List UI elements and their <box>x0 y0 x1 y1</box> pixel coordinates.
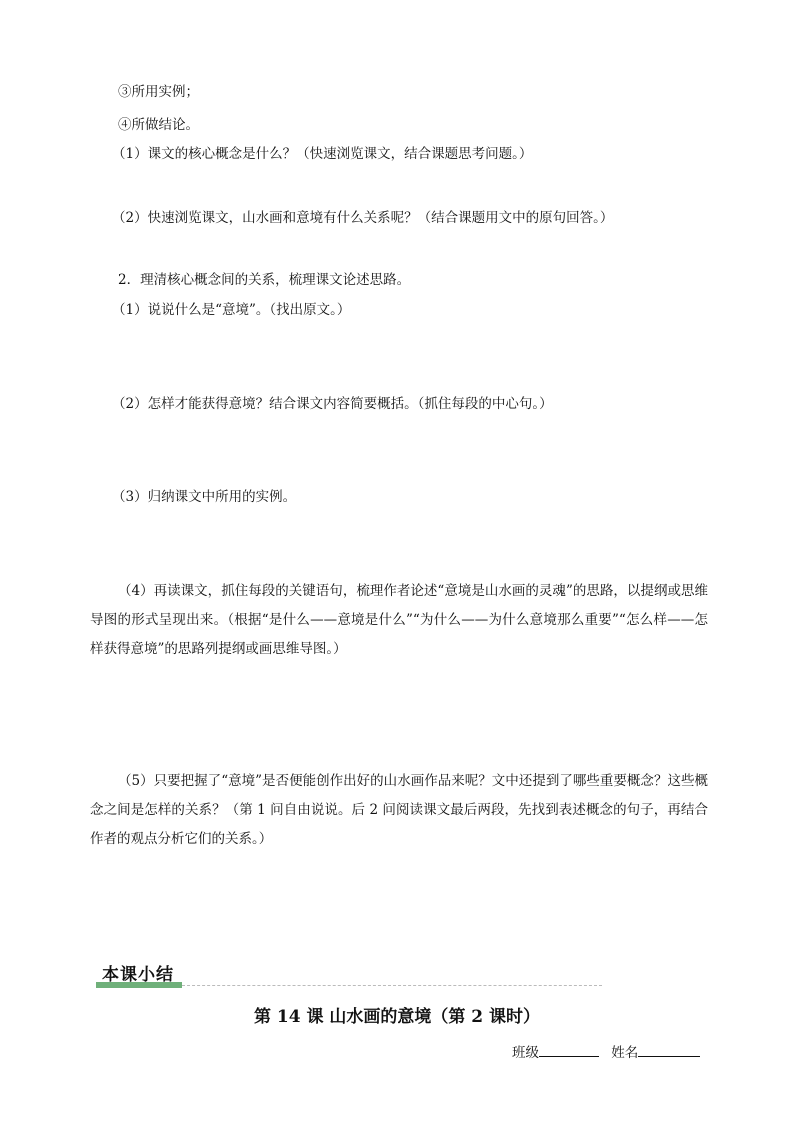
name-blank[interactable] <box>638 1042 700 1057</box>
lesson-title: 第 14 课 山水画的意境（第 2 课时） <box>253 1007 541 1027</box>
summary-heading: 本课小结 <box>102 965 174 985</box>
class-blank[interactable] <box>539 1042 599 1057</box>
class-label: 班级 <box>512 1045 539 1061</box>
question-relationship: （2）快速浏览课文，山水画和意境有什么关系呢？（结合课题用文中的原句回答。） <box>112 210 614 226</box>
item-conclusion: ④所做结论。 <box>118 117 199 133</box>
section-2-heading: 2．理清核心概念间的关系，梳理课文论述思路。 <box>118 272 411 288</box>
question-core-concept: （1）课文的核心概念是什么？（快速浏览课文，结合课题思考问题。） <box>112 146 533 162</box>
name-label: 姓名 <box>611 1045 639 1061</box>
question-what-is-yijing: （1）说说什么是“意境”。（找出原文。） <box>112 302 351 318</box>
class-name-fields <box>512 1041 700 1061</box>
item-used-examples: ③所用实例； <box>118 84 199 100</box>
question-examples: （3）归纳课文中所用的实例。 <box>112 489 297 505</box>
question-other-concepts: （5）只要把握了“意境”是否便能创作出好的山水画作品来呢？文中还提到了哪些重要概念？这些概念之间是怎样的关系？（第 1 问自由说说。后 2 问阅读课文最后两段，先找到表述概念的句子，再结合作者的观点分析它们的关系。） <box>90 773 708 847</box>
question-how-to-obtain: （2）怎样才能获得意境？结合课文内容简要概括。（抓住每段的中心句。） <box>112 396 553 412</box>
question-outline: （4）再读课文，抓住每段的关键语句，梳理作者论述“意境是山水画的灵魂”的思路，以提纲或思维导图的形式呈现出来。（根据“是什么——意境是什么”“为什么——为什么意境那么重要”“怎么样——怎样获得意境”的思路列提纲或画思维导图。） <box>90 583 708 657</box>
summary-divider <box>182 985 602 986</box>
